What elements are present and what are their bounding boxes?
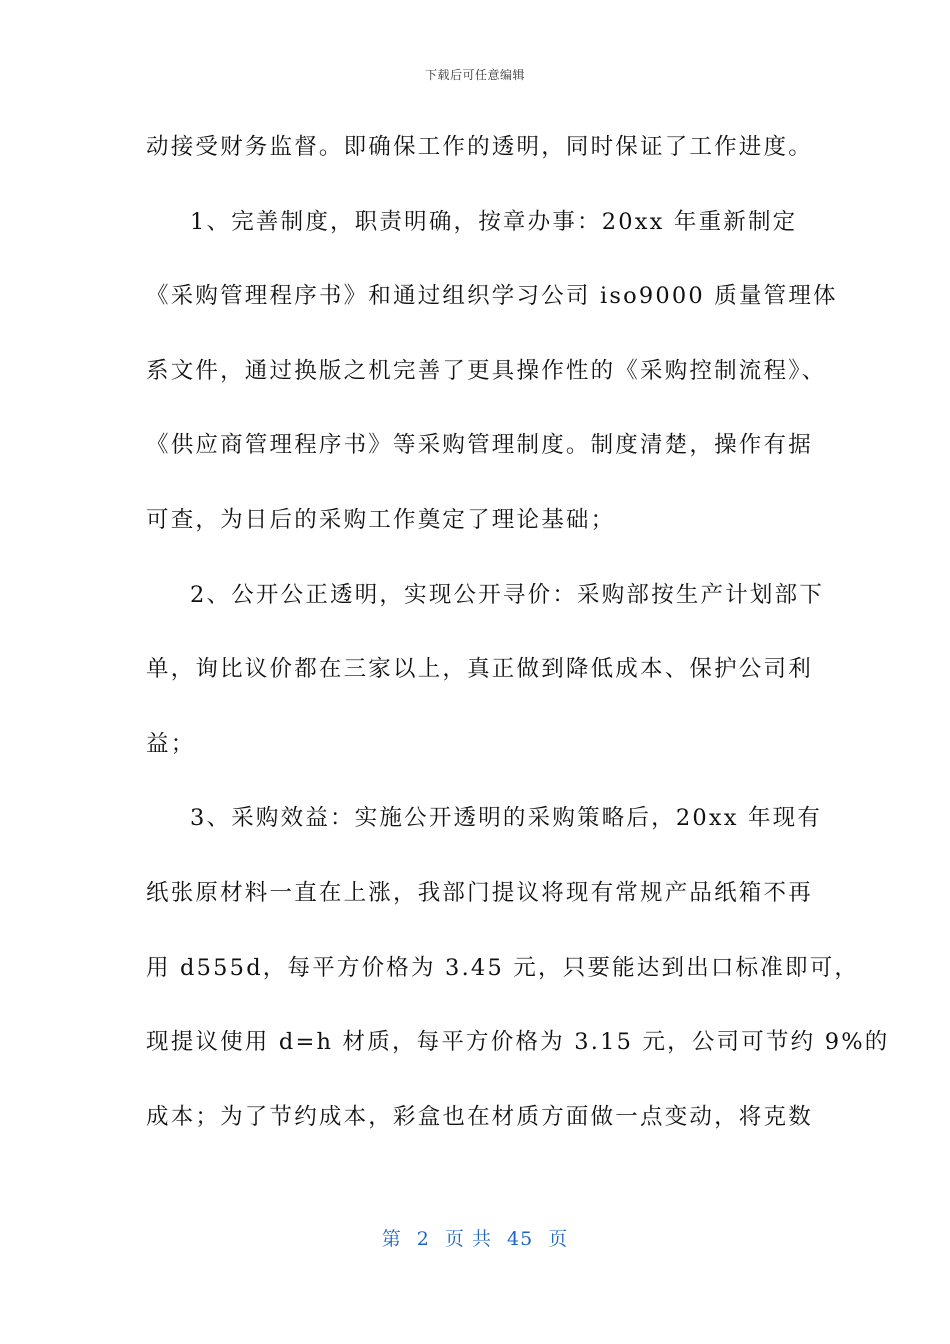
body-text (146, 124, 890, 1168)
text-line: 《供应商管理程序书》等采购管理制度。制度清楚，操作有据 (146, 432, 813, 459)
page-header: 下载后可任意编辑 (424, 68, 525, 82)
footer-middle: 页 共 (444, 1228, 492, 1250)
text-line: 现提议使用 d=h 材质，每平方价格为 3.15 元，公司可节约 9%的 (146, 1029, 890, 1056)
text-line: 1、完善制度，职责明确，按章办事：20xx 年重新制定 (190, 208, 798, 235)
footer-prefix: 第 (381, 1228, 402, 1250)
text-line: 益； (146, 730, 196, 757)
text-line: 成本；为了节约成本，彩盒也在材质方面做一点变动，将克数 (146, 1103, 813, 1130)
page-footer (0, 1224, 950, 1251)
text-line: 3、采购效益：实施公开透明的采购策略后，20xx 年现有 (190, 805, 823, 832)
text-line: 《采购管理程序书》和通过组织学习公司 iso9000 质量管理体 (146, 283, 838, 310)
total-page-count: 45 (507, 1228, 534, 1250)
text-line: 系文件，通过换版之机完善了更具操作性的《采购控制流程》、 (146, 357, 827, 384)
current-page-number: 2 (416, 1228, 430, 1250)
text-line: 可查，为日后的采购工作奠定了理论基础； (146, 506, 616, 533)
text-line: 2、公开公正透明，实现公开寻价：采购部按生产计划部下 (190, 581, 825, 608)
text-line: 用 d555d，每平方价格为 3.45 元，只要能达到出口标准即可， (146, 954, 860, 981)
text-line: 动接受财务监督。即确保工作的透明，同时保证了工作进度。 (146, 134, 813, 160)
text-line: 纸张原材料一直在上涨，我部门提议将现有常规产品纸箱不再 (146, 879, 813, 906)
text-line: 单，询比议价都在三家以上，真正做到降低成本、保护公司利 (146, 656, 813, 683)
footer-suffix: 页 (548, 1228, 569, 1250)
